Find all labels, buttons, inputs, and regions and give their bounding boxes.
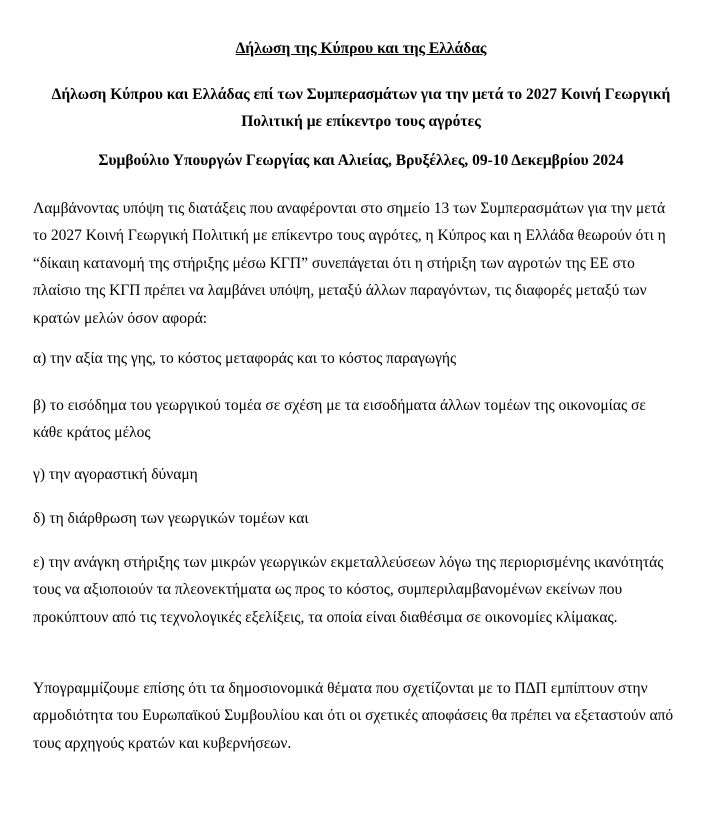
list-item-b: β) το εισόδημα του γεωργικού τομέα σε σχέση με τα εισοδήματα άλλων τομέων της οικονομίας σε κάθε κράτος μέλος [33, 397, 646, 442]
list-item-e: ε) την ανάγκη στήριξης των μικρών γεωργικών εκμεταλλεύσεων λόγω της περιορισμένης ικανότητάς τους να αξιοποιούν τα πλεονεκτήματα ως προς το κόστος, συμπεριλαμβανομένων εκείνων που προκύπτουν από τις τεχνολογικές εξελίξεις, τα οποία είναι διαθέσιμα σε οικονομίες κλίμακας. [33, 554, 664, 626]
closing-paragraph: Υπογραμμίζουμε επίσης ότι τα δημοσιονομικά θέματα που σχετίζονται με το ΠΔΠ εμπίπτουν στην αρμοδιότητα του Ευρωπαϊκού Συμβουλίου και ότι οι σχετικές αποφάσεις θα πρέπει να εξεταστούν από τους αρχηγούς κρατών και κυβερνήσεων. [33, 680, 674, 752]
document-subtitle: Δήλωση Κύπρου και Ελλάδας επί των Συμπερασμάτων για την μετά το 2027 Κοινή Γεωργική Πολιτική με επίκεντρο τους αγρότες [51, 86, 671, 130]
list-item-d: δ) τη διάρθρωση των γεωργικών τομέων και [33, 510, 309, 527]
list-item-c: γ) την αγοραστική δύναμη [33, 466, 198, 483]
intro-paragraph: Λαμβάνοντας υπόψη τις διατάξεις που αναφέρονται στο σημείο 13 των Συμπερασμάτων για την μετά το 2027 Κοινή Γεωργική Πολιτική με επίκεντρο τους αγρότες, η Κύπρος και η Ελλάδα θεωρούν ότι η “δίκαιη κατανομή της στήριξης μέσω ΚΓΠ” συνεπάγεται ότι η στήριξη των αγροτών της ΕΕ στο πλαίσιο της ΚΓΠ πρέπει να λαμβάνει υπόψη, μεταξύ άλλων παραγόντων, τις διαφορές μεταξύ των κρατών μελών όσον αφορά: [33, 200, 666, 327]
list-item-a: α) την αξία της γης, το κόστος μεταφοράς και το κόστος παραγωγής [33, 350, 457, 367]
meeting-info: Συμβούλιο Υπουργών Γεωργίας και Αλιείας, Βρυξέλλες, 09-10 Δεκεμβρίου 2024 [98, 152, 624, 169]
document-heading: Δήλωση της Κύπρου και της Ελλάδας [235, 40, 487, 57]
